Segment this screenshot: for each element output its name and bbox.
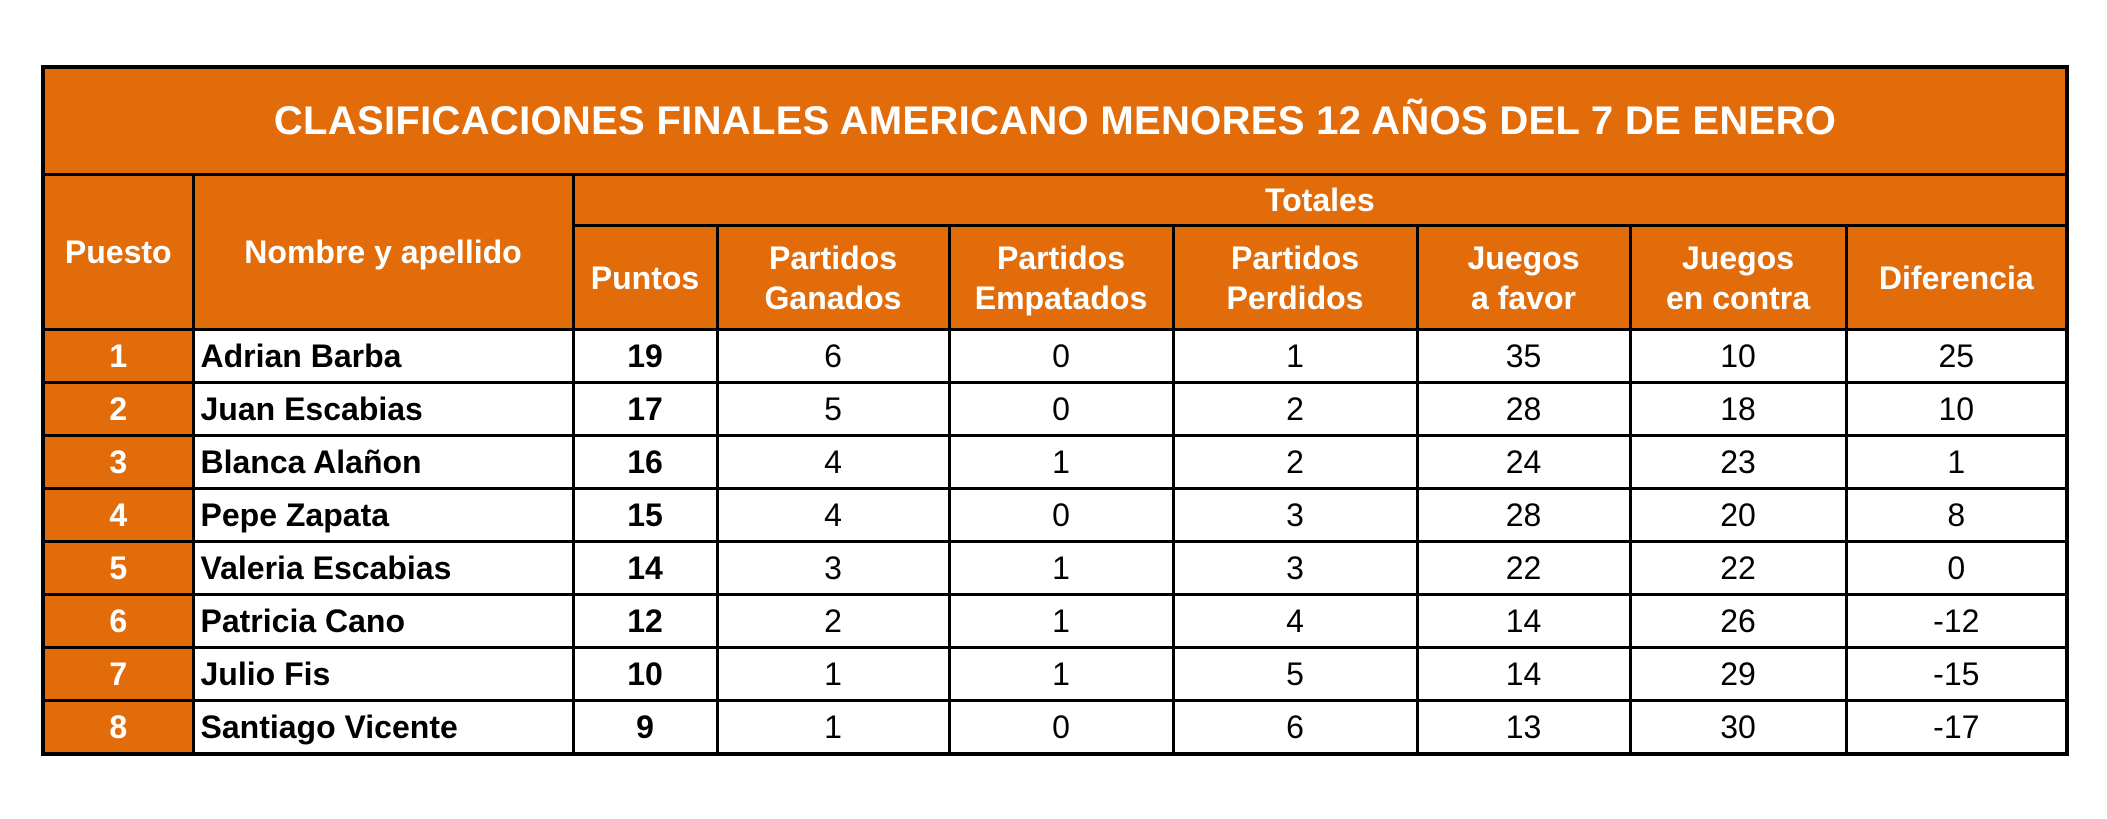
- cell-nombre: Pepe Zapata: [193, 489, 573, 542]
- cell-juegos-a-favor: 22: [1417, 542, 1630, 595]
- header-nombre: Nombre y apellido: [193, 175, 573, 330]
- cell-diferencia: -12: [1846, 595, 2067, 648]
- cell-nombre: Valeria Escabias: [193, 542, 573, 595]
- cell-partidos-empatados: 0: [949, 701, 1173, 755]
- cell-juegos-en-contra: 22: [1630, 542, 1846, 595]
- cell-partidos-ganados: 4: [717, 436, 949, 489]
- header-partidos-perdidos: Partidos Perdidos: [1173, 226, 1417, 330]
- cell-partidos-empatados: 1: [949, 648, 1173, 701]
- cell-juegos-en-contra: 30: [1630, 701, 1846, 755]
- header-juegos-a-favor: Juegos a favor: [1417, 226, 1630, 330]
- cell-partidos-perdidos: 2: [1173, 436, 1417, 489]
- header-diferencia: Diferencia: [1846, 226, 2067, 330]
- cell-puntos: 19: [573, 330, 717, 383]
- header-totales: Totales: [573, 175, 2067, 226]
- header-puntos: Puntos: [573, 226, 717, 330]
- cell-puesto: 6: [43, 595, 193, 648]
- cell-puesto: 1: [43, 330, 193, 383]
- standings-body: [43, 330, 2067, 755]
- table-row: [43, 383, 2067, 436]
- cell-juegos-a-favor: 35: [1417, 330, 1630, 383]
- cell-juegos-a-favor: 28: [1417, 383, 1630, 436]
- cell-partidos-ganados: 1: [717, 701, 949, 755]
- cell-diferencia: 1: [1846, 436, 2067, 489]
- cell-puesto: 5: [43, 542, 193, 595]
- cell-diferencia: 25: [1846, 330, 2067, 383]
- cell-partidos-perdidos: 5: [1173, 648, 1417, 701]
- header-partidos-empatados: Partidos Empatados: [949, 226, 1173, 330]
- cell-nombre: Santiago Vicente: [193, 701, 573, 755]
- header-puesto: Puesto: [43, 175, 193, 330]
- cell-partidos-ganados: 5: [717, 383, 949, 436]
- cell-puntos: 10: [573, 648, 717, 701]
- cell-partidos-perdidos: 6: [1173, 701, 1417, 755]
- cell-nombre: Adrian Barba: [193, 330, 573, 383]
- cell-nombre: Julio Fis: [193, 648, 573, 701]
- cell-juegos-en-contra: 23: [1630, 436, 1846, 489]
- standings-table: [41, 65, 2069, 756]
- cell-juegos-en-contra: 29: [1630, 648, 1846, 701]
- cell-diferencia: 8: [1846, 489, 2067, 542]
- cell-nombre: Blanca Alañon: [193, 436, 573, 489]
- cell-diferencia: 10: [1846, 383, 2067, 436]
- cell-juegos-en-contra: 26: [1630, 595, 1846, 648]
- cell-puntos: 17: [573, 383, 717, 436]
- cell-juegos-en-contra: 18: [1630, 383, 1846, 436]
- header-partidos-ganados: Partidos Ganados: [717, 226, 949, 330]
- cell-partidos-empatados: 1: [949, 436, 1173, 489]
- cell-puntos: 15: [573, 489, 717, 542]
- cell-puesto: 2: [43, 383, 193, 436]
- cell-juegos-en-contra: 20: [1630, 489, 1846, 542]
- cell-puesto: 3: [43, 436, 193, 489]
- cell-nombre: Patricia Cano: [193, 595, 573, 648]
- cell-puntos: 16: [573, 436, 717, 489]
- table-row: [43, 648, 2067, 701]
- cell-puntos: 14: [573, 542, 717, 595]
- cell-partidos-perdidos: 2: [1173, 383, 1417, 436]
- cell-partidos-empatados: 0: [949, 489, 1173, 542]
- table-row: [43, 330, 2067, 383]
- cell-partidos-perdidos: 3: [1173, 489, 1417, 542]
- table-row: [43, 542, 2067, 595]
- cell-puntos: 12: [573, 595, 717, 648]
- cell-partidos-empatados: 1: [949, 542, 1173, 595]
- cell-juegos-a-favor: 13: [1417, 701, 1630, 755]
- cell-juegos-a-favor: 28: [1417, 489, 1630, 542]
- cell-partidos-ganados: 6: [717, 330, 949, 383]
- table-row: [43, 701, 2067, 755]
- cell-juegos-a-favor: 14: [1417, 595, 1630, 648]
- table-row: [43, 436, 2067, 489]
- cell-juegos-a-favor: 24: [1417, 436, 1630, 489]
- table-row: [43, 595, 2067, 648]
- cell-diferencia: 0: [1846, 542, 2067, 595]
- cell-puesto: 4: [43, 489, 193, 542]
- cell-diferencia: -17: [1846, 701, 2067, 755]
- cell-partidos-ganados: 4: [717, 489, 949, 542]
- cell-nombre: Juan Escabias: [193, 383, 573, 436]
- cell-partidos-ganados: 1: [717, 648, 949, 701]
- cell-partidos-empatados: 1: [949, 595, 1173, 648]
- table-title: CLASIFICACIONES FINALES AMERICANO MENORES 12 AÑOS DEL 7 DE ENERO: [43, 67, 2067, 175]
- cell-puesto: 8: [43, 701, 193, 755]
- table-row: [43, 489, 2067, 542]
- header-juegos-en-contra: Juegos en contra: [1630, 226, 1846, 330]
- cell-partidos-perdidos: 3: [1173, 542, 1417, 595]
- cell-partidos-empatados: 0: [949, 383, 1173, 436]
- cell-juegos-en-contra: 10: [1630, 330, 1846, 383]
- cell-diferencia: -15: [1846, 648, 2067, 701]
- cell-juegos-a-favor: 14: [1417, 648, 1630, 701]
- cell-partidos-perdidos: 1: [1173, 330, 1417, 383]
- cell-partidos-empatados: 0: [949, 330, 1173, 383]
- cell-partidos-ganados: 2: [717, 595, 949, 648]
- cell-puntos: 9: [573, 701, 717, 755]
- cell-puesto: 7: [43, 648, 193, 701]
- cell-partidos-ganados: 3: [717, 542, 949, 595]
- cell-partidos-perdidos: 4: [1173, 595, 1417, 648]
